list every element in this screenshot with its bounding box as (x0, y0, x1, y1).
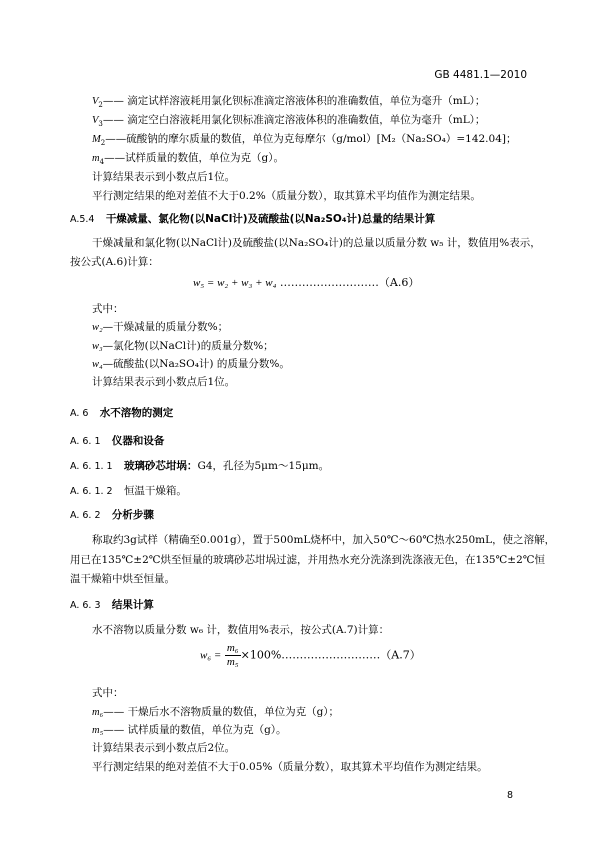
section-title: 分析步骤 (111, 509, 154, 521)
where-label: 式中： (92, 687, 124, 699)
section-number: A. 6. 3 (70, 600, 101, 611)
definition-m2 (92, 132, 516, 149)
definition-v3 (92, 113, 485, 130)
definition-symbol: m₆ (92, 707, 104, 718)
section-title: 水不溶物的测定 (99, 407, 174, 419)
definition-symbol: m₅ (92, 725, 104, 736)
note-decimal-1: 计算结果表示到小数点后1位。 (92, 376, 236, 388)
formula-label: （A.6） (378, 276, 420, 289)
note-parallel-0-2: 平行测定结果的绝对差值不大于0.2%（质量分数），取其算术平均值作为测定结果。 (92, 190, 481, 202)
definition-text: —— 试样质量的数值，单位为克（g）。 (103, 724, 287, 736)
paragraph-line: 称取约3g试样（精确至0.001g），置于500mL烧杯中，加入50℃～60℃热水250mL，使之溶解， (92, 534, 556, 546)
item-label: 玻璃砂芯坩埚： (123, 460, 198, 472)
section-a61-heading (70, 434, 164, 449)
formula-expression: w₅ = w₂ + w₃ + w₄ (193, 277, 277, 289)
definition-text: —硫酸盐(以Na₂SO₄计) 的质量分数%。 (102, 358, 290, 370)
formula-numerator: m₆ (225, 642, 241, 656)
section-title: 仪器和设备 (111, 435, 165, 447)
note-decimal-2: 计算结果表示到小数点后2位。 (92, 742, 236, 754)
note-decimal-1: 计算结果表示到小数点后1位。 (92, 171, 236, 183)
item-text: 恒温干燥箱。 (123, 485, 187, 497)
formula-rhs: ×100% (240, 648, 282, 662)
section-number: A. 6 (70, 408, 89, 419)
paragraph-line: 按公式(A.6)计算： (70, 256, 159, 268)
paragraph-line: 水不溶物以质量分数 w₆ 计，数值用%表示，按公式(A.7)计算： (92, 624, 390, 636)
definition-text: 滴定空白溶液耗用氯化钡标准滴定溶液体积的准确数值，单位为毫升（mL）； (127, 114, 486, 126)
definition-text: —氯化物(以NaCl计)的质量分数%； (102, 340, 274, 352)
formula-denominator: m₅ (226, 656, 239, 669)
section-number: A. 6. 2 (70, 510, 101, 521)
formula-lhs: w₆ = (200, 649, 222, 662)
definition-dash: —— (105, 133, 127, 145)
definition-symbol: m (92, 153, 100, 164)
formula-a7 (200, 642, 421, 669)
definition-symbol: V (92, 96, 99, 107)
definition-text: 硫酸钠的摩尔质量的数值，单位为克每摩尔（g/mol）[M₂（Na₂SO₄）=142.04]； (126, 133, 517, 145)
section-a6-heading (70, 406, 173, 421)
section-a612 (70, 484, 187, 499)
definition-symbol: w₂ (92, 322, 103, 333)
definition-symbol: V (92, 115, 99, 126)
definition-dash: —— (102, 114, 124, 126)
formula-a6 (193, 276, 419, 291)
section-a62-heading (70, 508, 154, 523)
definition-w2 (92, 320, 228, 335)
definition-dash: —— (102, 95, 124, 107)
definition-m6 (92, 705, 339, 720)
definition-w4 (92, 357, 290, 372)
standard-number: GB 4481.1—2010 (434, 69, 527, 81)
definition-dash: —— (104, 152, 126, 164)
section-a63-heading (70, 598, 154, 613)
definition-symbol: w₃ (92, 341, 103, 352)
definition-text: —干燥减量的质量分数%； (102, 321, 229, 333)
formula-leader-dots: ……………………… (281, 648, 381, 662)
definition-m5 (92, 723, 287, 738)
definition-text: 滴定试样溶液耗用氯化钡标准滴定溶液体积的准确数值，单位为毫升（mL）； (127, 95, 486, 107)
section-number: A. 6. 1 (70, 436, 101, 447)
definition-subscript: 4 (99, 158, 105, 167)
section-title: 结果计算 (111, 599, 154, 611)
definition-v2 (92, 94, 485, 111)
page-number: 8 (506, 790, 513, 801)
item-text: G4，孔径为5μm～15μm。 (197, 460, 330, 472)
section-number: A. 6. 1. 1 (70, 461, 113, 472)
note-parallel-0-05: 平行测定结果的绝对差值不大于0.05%（质量分数），取其算术平均值作为测定结果。 (92, 761, 488, 773)
definition-symbol: M (92, 134, 101, 145)
paragraph-line: 干燥减量和氯化物(以NaCl计)及硫酸盐(以Na₂SO₄计)的总量以质量分数 w₅ 计，数值用%表示， (92, 237, 541, 249)
definition-w3 (92, 339, 274, 354)
paragraph-line: 温干燥箱中烘至恒量。 (70, 573, 175, 585)
definition-m4 (92, 151, 284, 168)
section-a54-heading (70, 212, 435, 227)
definition-symbol: w₄ (92, 359, 103, 370)
section-a611 (70, 459, 329, 474)
definition-text: —— 干燥后水不溶物质量的数值，单位为克（g）； (103, 706, 340, 718)
where-label: 式中： (92, 303, 124, 315)
section-number: A.5.4 (70, 214, 95, 225)
formula-label: （A.7） (380, 648, 421, 662)
definition-text: 试样质量的数值，单位为克（g）。 (125, 152, 285, 164)
paragraph-line: 用已在135℃±2℃烘至恒量的玻璃砂芯坩埚过滤，并用热水充分洗涤到洗涤液无色，在135℃±2℃恒 (70, 554, 546, 566)
definition-subscript: 2 (98, 101, 103, 110)
section-number: A. 6. 1. 2 (70, 486, 113, 497)
formula-fraction (225, 642, 241, 669)
section-title: 干燥减量、氯化物(以NaCl计)及硫酸盐(以Na₂SO₄计)总量的结果计算 (105, 213, 436, 225)
definition-subscript: 2 (100, 139, 106, 148)
definition-subscript: 3 (98, 120, 103, 129)
formula-leader-dots: ……………………… (279, 276, 379, 289)
